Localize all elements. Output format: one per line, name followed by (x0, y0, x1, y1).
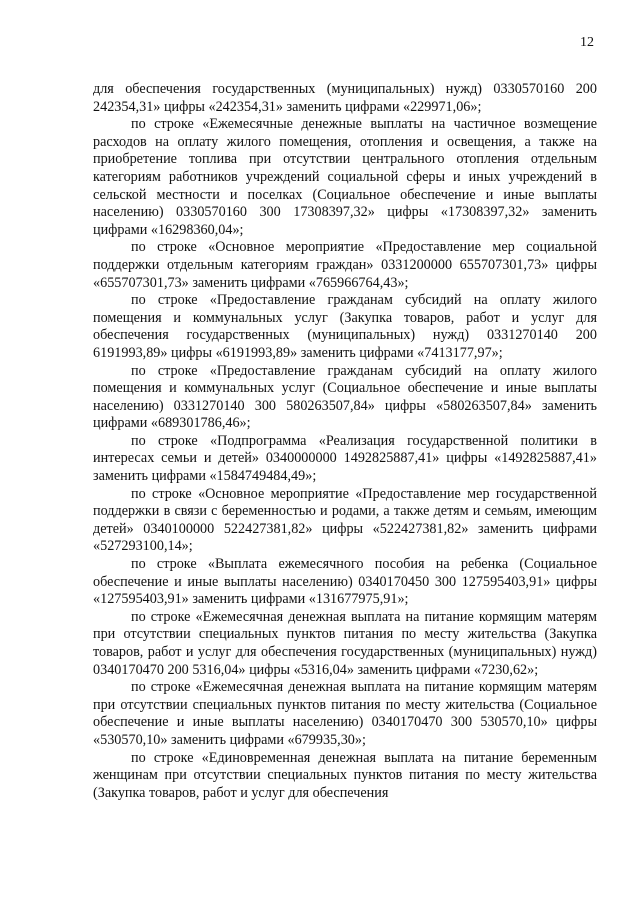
page-number: 12 (580, 35, 594, 50)
paragraph-8: по строке «Выплата ежемесячного пособия на ребенка (Социальное обеспечение и иные выплаты населению) 0340170450 300 127595403,91» цифры «127595403,91» заменить цифрами «131677975,91»; (93, 556, 597, 608)
document-body (93, 81, 597, 802)
paragraph-3: по строке «Основное мероприятие «Предоставление мер социальной поддержки отдельным категориям граждан» 0331200000 655707301,73» цифры «655707301,73» заменить цифрами «765966764,43»; (93, 239, 597, 291)
paragraph-5: по строке «Предоставление гражданам субсидий на оплату жилого помещения и коммунальных услуг (Социальное обеспечение и иные выплаты населению) 0331270140 300 580263507,84» цифры «580263507,84» заменить цифрами «689301786,46»; (93, 362, 597, 432)
paragraph-10: по строке «Ежемесячная денежная выплата на питание кормящим матерям при отсутствии специальных пунктов питания по месту жительства (Социальное обеспечение и иные выплаты населению) 0340170470 300 530570,10» цифры «530570,10» заменить цифрами «679935,30»; (93, 679, 597, 748)
paragraph-7: по строке «Основное мероприятие «Предоставление мер государственной поддержки в связи с беременностью и родами, а также детям и семьям, имеющим детей» 0340100000 522427381,82» цифры «522427381,82» заменить цифрами «527293100,14»; (93, 485, 597, 555)
paragraph-2: по строке «Ежемесячные денежные выплаты на частичное возмещение расходов на оплату жилого помещения, отопления и освещения, а также на приобретение топлива при отсутствии центрального отопления отдельным категориям работников учреждений социальной сферы и иных учреждений в сельской местности и поселках (Социальное обеспечение и иные выплаты населению) 0330570160 300 17308397,32» цифры «17308397,32» заменить цифрами «16298360,04»; (93, 116, 597, 238)
paragraph-11: по строке «Единовременная денежная выплата на питание беременным женщинам при отсутствии специальных пунктов питания по месту жительства (Закупка товаров, работ и услуг для обеспечения (93, 749, 597, 801)
paragraph-6: по строке «Подпрограмма «Реализация государственной политики в интересах семьи и детей» 0340000000 1492825887,41» цифры «1492825887,41» заменить цифрами «1584749484,49»; (93, 432, 597, 485)
paragraph-4: по строке «Предоставление гражданам субсидий на оплату жилого помещения и коммунальных услуг (Закупка товаров, работ и услуг для обеспечения государственных (муниципальных) нужд) 0331270140 200 6191993,89» цифры «6191993,89» заменить цифрами «7413177,97»; (93, 292, 597, 361)
paragraph-1: для обеспечения государственных (муниципальных) нужд) 0330570160 200 242354,31» цифры «242354,31» заменить цифрами «229971,06»; (93, 81, 597, 115)
paragraph-9: по строке «Ежемесячная денежная выплата на питание кормящим матерям при отсутствии специальных пунктов питания по месту жительства (Закупка товаров, работ и услуг для обеспечения государственных (муниципальных) нужд) 0340170470 200 5316,04» цифры «5316,04» заменить цифрами «7230,62»; (93, 608, 597, 678)
